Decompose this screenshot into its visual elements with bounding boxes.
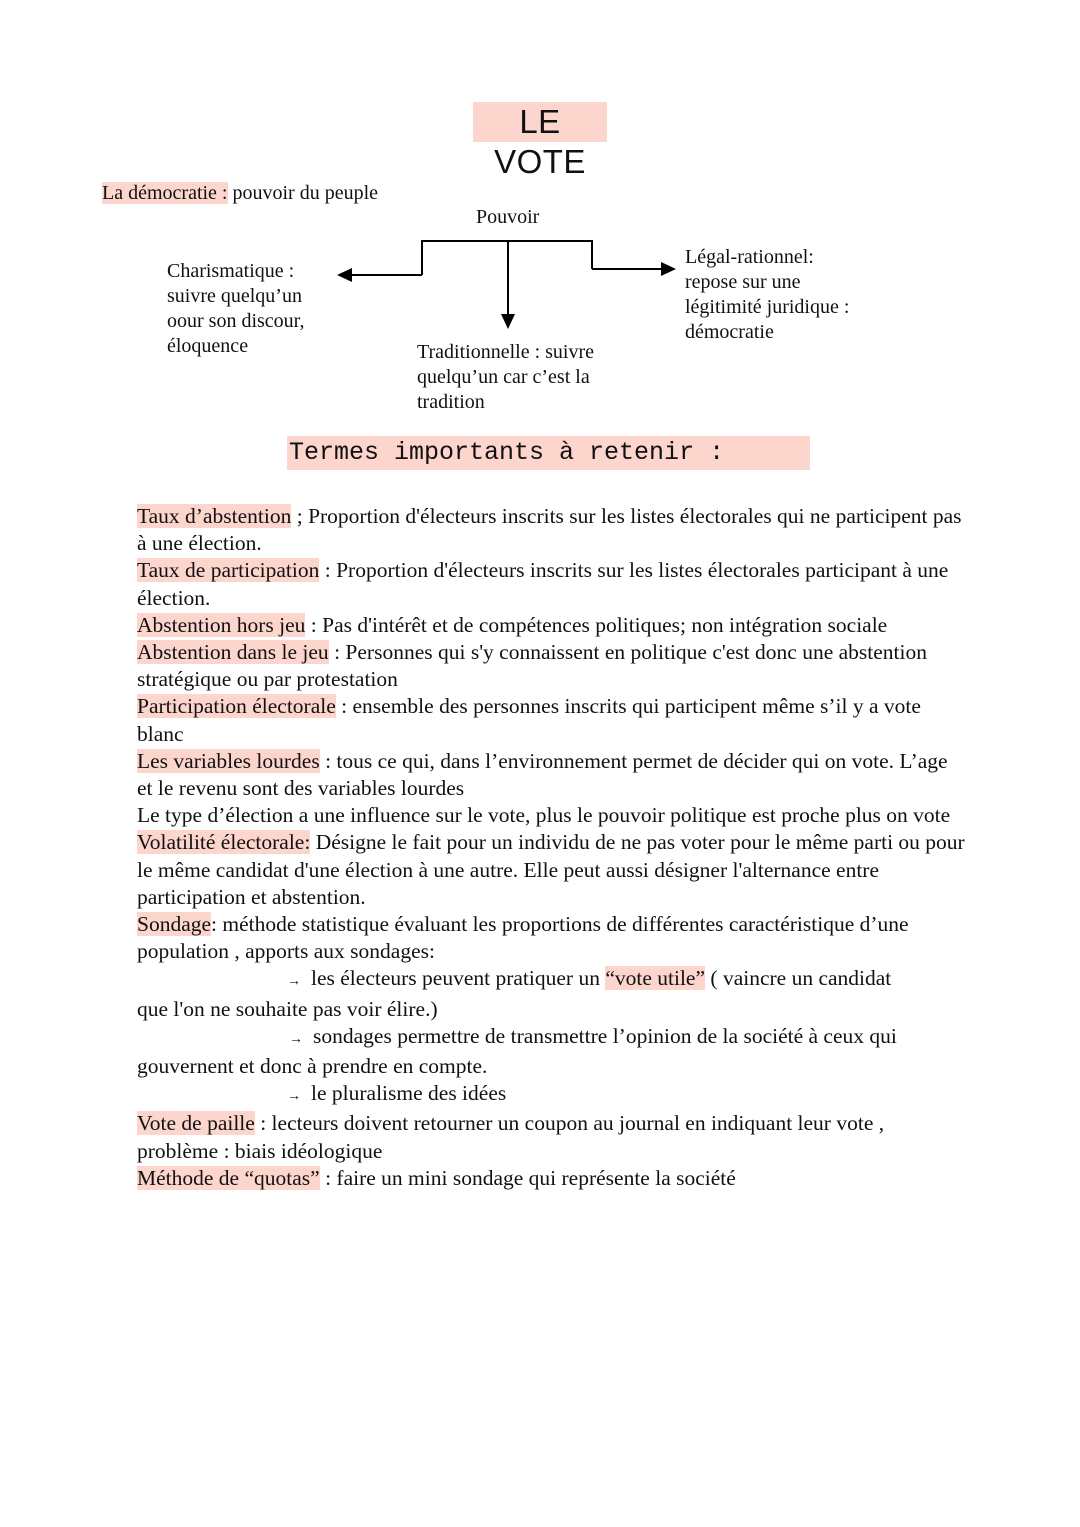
- term-definition: : méthode statistique évaluant les proportions de différentes caractéristique d’une population , apports aux sondages:: [137, 912, 909, 964]
- term-label: Méthode de “quotas”: [137, 1165, 320, 1190]
- term-entry: [137, 829, 967, 911]
- bullet-continuation: que l'on ne souhaite pas voir élire.): [137, 996, 438, 1021]
- arrow-right-head: [661, 262, 676, 276]
- term-definition: : lecteurs doivent retourner un coupon au journal en indiquant leur vote , problème : biais idéologique: [137, 1111, 885, 1163]
- left-line: Charismatique :: [167, 260, 295, 282]
- democratie-definition: pouvoir du peuple: [227, 182, 379, 204]
- term-label: Les variables lourdes: [137, 748, 320, 773]
- bullet-continuation: gouvernent et donc à prendre en compte.: [137, 1054, 488, 1079]
- term-entry: [137, 911, 967, 965]
- arrow-right-icon: →: [289, 1031, 303, 1047]
- bullet-text: les électeurs peuvent pratiquer un: [311, 966, 606, 991]
- bullet-line: [137, 965, 967, 995]
- term-definition: : faire un mini sondage qui représente la société: [319, 1165, 736, 1190]
- term-label: Vote de paille: [137, 1111, 255, 1136]
- arrow-down-head: [501, 314, 515, 329]
- right-line: démocratie: [685, 321, 774, 343]
- term-label: Participation électorale: [137, 694, 336, 719]
- term-entry: [137, 503, 967, 557]
- terms-list: [137, 503, 967, 1192]
- term-definition: : Proportion d'électeurs inscrits sur les listes électorales participant à une élection.: [137, 558, 949, 610]
- term-label: Taux d’abstention: [137, 504, 292, 528]
- bullet-text: sondages permettre de transmettre l’opinion de la société à ceux qui: [313, 1023, 897, 1048]
- term-definition: Désigne le fait pour un individu de ne pas voter pour le même parti ou pour le même candidat d'une élection à une autre. Elle peut aussi désigner l'alternance entre participation et abstention.: [137, 830, 965, 909]
- section-subtitle: Termes importants à retenir :: [287, 436, 810, 470]
- center-line: quelqu’un car c’est la: [417, 366, 590, 388]
- page-title: LE VOTE: [473, 102, 607, 142]
- right-line: repose sur une: [685, 271, 801, 293]
- diagram-root: Pouvoir: [476, 206, 540, 228]
- diagram-left: [167, 259, 305, 359]
- term-definition: ; Proportion d'électeurs inscrits sur les listes électorales qui ne participent pas à une élection.: [137, 504, 962, 556]
- term-definition: : ensemble des personnes inscrits qui participent même s’il y a vote blanc: [137, 694, 921, 746]
- term-entry: [137, 748, 967, 802]
- arrow-right-icon: →: [287, 1089, 301, 1105]
- bullet-text: ( vaincre un candidat: [705, 966, 892, 991]
- term-label: Abstention hors jeu: [137, 612, 306, 637]
- term-entry: [137, 693, 967, 747]
- term-entry: [137, 639, 967, 693]
- term-definition: : Pas d'intérêt et de compétences politiques; non intégration sociale: [305, 612, 888, 637]
- left-line: suivre quelqu’un: [167, 285, 302, 307]
- term-entry: [137, 557, 967, 611]
- bullet-line: [137, 1023, 967, 1053]
- diagram-center: [417, 340, 594, 415]
- center-line: Traditionnelle : suivre: [417, 341, 595, 363]
- right-line: Légal-rationnel:: [685, 246, 814, 268]
- vote-utile-highlight: “vote utile”: [605, 966, 706, 991]
- term-definition: : Personnes qui s'y connaissent en politique c'est donc une abstention stratégique ou par protestation: [137, 640, 927, 692]
- democratie-term: La démocratie :: [102, 182, 228, 204]
- term-entry: [137, 1165, 967, 1192]
- arrow-right-icon: →: [287, 974, 301, 990]
- right-line: légitimité juridique :: [685, 296, 850, 318]
- term-label: Taux de participation: [137, 558, 320, 583]
- center-line: tradition: [417, 391, 485, 413]
- left-line: oour son discour,: [167, 310, 305, 332]
- diagram-right: [685, 245, 849, 345]
- term-label: Volatilité électorale:: [137, 830, 311, 855]
- term-entry: [137, 1110, 967, 1164]
- term-label: Sondage: [137, 912, 212, 937]
- plain-paragraph: Le type d’élection a une influence sur le vote, plus le pouvoir politique est proche plus on vote: [137, 803, 951, 828]
- arrow-left-head: [337, 268, 352, 282]
- bullet-line: [137, 1080, 967, 1110]
- term-label: Abstention dans le jeu: [137, 640, 329, 665]
- left-line: éloquence: [167, 335, 249, 357]
- term-entry: [137, 612, 967, 639]
- bullet-text: le pluralisme des idées: [311, 1081, 507, 1106]
- term-definition: : tous ce qui, dans l’environnement permet de décider qui on vote. L’age et le revenu sont des variables lourdes: [137, 748, 948, 801]
